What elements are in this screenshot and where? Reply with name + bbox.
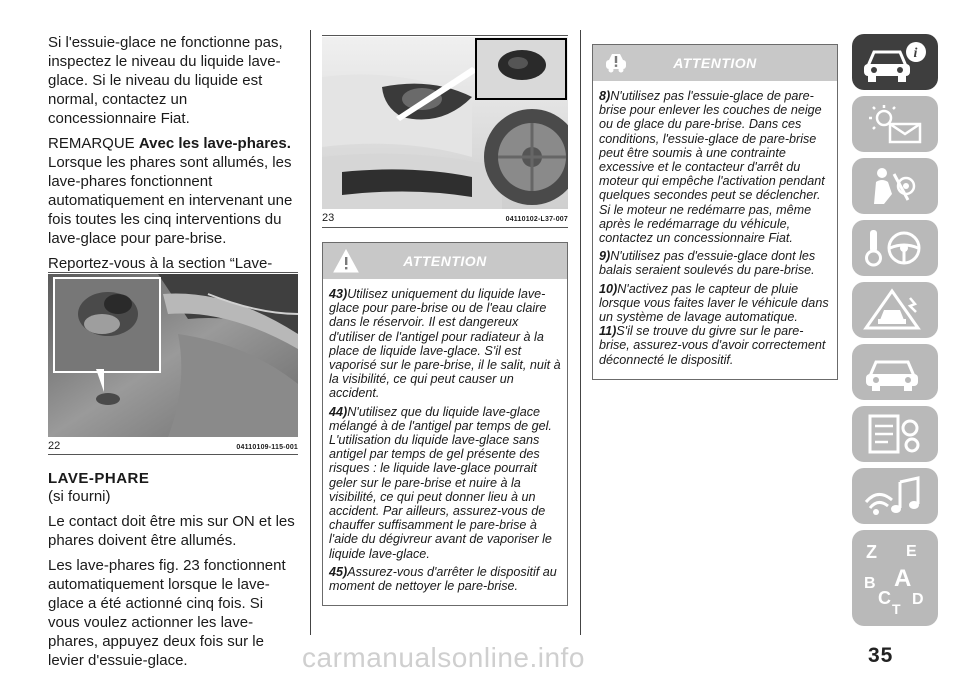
warning-box-1 bbox=[322, 242, 568, 606]
figure-23-code: 04110102-L37-007 bbox=[505, 216, 568, 223]
figure-23-caption bbox=[322, 212, 568, 224]
warning-box-2-header bbox=[593, 45, 837, 81]
sidebar-tab-maintenance[interactable] bbox=[852, 344, 938, 400]
figure-22-top-rule bbox=[48, 272, 298, 273]
warning-box-1-body bbox=[323, 279, 567, 605]
index-icon bbox=[860, 538, 930, 618]
index-letter: T bbox=[892, 601, 901, 617]
figure-23-top-rule bbox=[322, 35, 568, 36]
warning-box-1-header bbox=[323, 243, 567, 279]
warning-item bbox=[329, 565, 563, 593]
index-letter: B bbox=[864, 575, 876, 592]
figure-22-photo bbox=[48, 274, 298, 437]
sidebar-tab-emergency[interactable] bbox=[852, 282, 938, 338]
warning-item-text: S'il se trouve du givre sur le pare-brise, assurez-vous d'avoir correctement déconnecté le dispositif. bbox=[599, 324, 826, 367]
warning-item-text: Utilisez uniquement du liquide lave-glace pour pare-brise ou de l'eau claire dans le réservoir. Il est dangereux d'utiliser de l'antigel pour radiateur à la place de liquide lave-glace. S'il est vaporisé sur le pare-brise, il le salit, nuit à la visibilité, ce qui peut causer un accident. bbox=[329, 287, 561, 401]
sidebar-tab-multimedia[interactable] bbox=[852, 468, 938, 524]
figure-23-bottom-rule bbox=[322, 227, 568, 228]
column-divider-2 bbox=[580, 30, 581, 635]
specs-icon bbox=[860, 412, 930, 456]
remark-text: Lorsque les phares sont allumés, les lave-phares fonctionnent automatiquement en intervenant une fois toutes les cinq interventions du lave-glace pour pare-brise. bbox=[48, 154, 293, 247]
sidebar-tab-car-info[interactable] bbox=[852, 34, 938, 90]
paragraph-remark bbox=[48, 134, 298, 248]
sidebar-tab-dashboard-lights[interactable] bbox=[852, 96, 938, 152]
remark-prefix: REMARQUE bbox=[48, 135, 135, 152]
paragraph-refer: Reportez-vous à la section “Lave- bbox=[48, 255, 273, 272]
figure-23-photo bbox=[322, 37, 568, 209]
svg-text:i: i bbox=[913, 46, 918, 61]
warning-item-text: Assurez-vous d'arrêter le dispositif au moment de nettoyer le pare-brise. bbox=[329, 564, 557, 594]
multimedia-icon bbox=[860, 474, 930, 518]
warning-item-number: 43) bbox=[329, 287, 348, 301]
headlamp-washer-photo bbox=[48, 274, 298, 437]
sidebar-tab-start-drive[interactable] bbox=[852, 220, 938, 276]
warning-item-number: 10) bbox=[599, 281, 618, 296]
figure-23-number: 23 bbox=[322, 212, 335, 224]
warning-box-2-body bbox=[593, 81, 837, 379]
index-letter: D bbox=[912, 591, 924, 608]
car-info-icon bbox=[860, 40, 930, 84]
warning-item bbox=[599, 249, 833, 277]
dashboard-lights-icon bbox=[860, 102, 930, 146]
warning-box-2-title: ATTENTION bbox=[673, 55, 757, 71]
index-letter: C bbox=[878, 588, 891, 608]
section-headlamp-washer bbox=[48, 470, 298, 670]
paragraph-operation: Les lave-phares fig. 23 fonctionnent automatiquement lorsque le lave-glace a été actionné cinq fois. Si vous voulez actionner les lave-phares, appuyez deux fois sur le levier d'essuie-glace. bbox=[48, 557, 286, 669]
warning-box-1-title: ATTENTION bbox=[403, 253, 487, 269]
page-number: 35 bbox=[868, 644, 894, 667]
paragraph-ignition: Le contact doit être mis sur ON et les phares doivent être allumés. bbox=[48, 513, 295, 549]
sidebar-tab-index[interactable] bbox=[852, 530, 938, 626]
warning-item-text: N'utilisez pas d'essuie-glace dont les balais seraient soulevés du pare-brise. bbox=[599, 249, 816, 278]
warning-item bbox=[599, 324, 833, 367]
warning-item bbox=[329, 405, 563, 561]
warning-item-number: 8) bbox=[599, 89, 611, 103]
warning-item-number: 9) bbox=[599, 249, 611, 264]
index-letter: Z bbox=[866, 542, 877, 562]
paragraph-washer-check: Si l'essuie-glace ne fonctionne pas, inspectez le niveau du liquide lave-glace. Si le niveau du liquide est normal, contactez un concessionnaire Fiat. bbox=[48, 34, 283, 127]
figure-22-number: 22 bbox=[48, 440, 61, 452]
warning-item-number: 11) bbox=[599, 324, 617, 339]
section-subheading: (si fourni) bbox=[48, 488, 111, 505]
sidebar-tab-specs[interactable] bbox=[852, 406, 938, 462]
warning-box-2 bbox=[592, 44, 838, 380]
figure-22-code: 04110109-115-001 bbox=[236, 444, 298, 451]
column-1 bbox=[48, 33, 298, 292]
warning-item-text: N'utilisez que du liquide lave-glace mélangé à de l'antigel par temps de gel. L'utilisation du liquide lave-glace sans antigel par temps de gel présente des risques : le liquide lave-glace pourrait geler sur le pare-brise et nuire à la visibilité, ce qui peut donner lieu à un accident. Par ailleurs, assurez-vous de chauffer suffisamment le pare-brise à l'aide du dégivreur avant de vaporiser le liquide lave-glace. bbox=[329, 404, 552, 561]
warning-item bbox=[599, 89, 833, 245]
warning-triangle-icon bbox=[333, 249, 359, 273]
column-divider-1 bbox=[310, 30, 311, 635]
car-front-photo bbox=[322, 37, 568, 209]
section-heading: LAVE-PHARE bbox=[48, 470, 150, 487]
sidebar-tab-safety[interactable] bbox=[852, 158, 938, 214]
emergency-icon bbox=[860, 288, 930, 332]
index-letter: A bbox=[894, 565, 912, 592]
warning-item-number: 45) bbox=[329, 564, 348, 579]
warning-item-number: 44) bbox=[329, 404, 348, 419]
warning-item bbox=[329, 287, 563, 401]
key-steering-icon bbox=[860, 226, 930, 270]
safety-icon bbox=[860, 164, 930, 208]
warning-item-text: N'utilisez pas l'essuie-glace de pare-brise pour enlever les couches de neige ou de glace du pare-brise. Dans ces conditions, l'essuie-glace de pare-brise peut être soumis à une contrainte excessive et le contacteur d'arrêt du moteur qui empêche l'activation pendant quelques secondes peut se déclencher. Si le moteur ne redémarre pas, même après le redémarrage du véhicule, contactez un concessionnaire Fiat. bbox=[599, 89, 825, 246]
figure-22-caption bbox=[48, 440, 298, 452]
car-warning-icon bbox=[603, 51, 629, 75]
index-letter: E bbox=[906, 543, 917, 560]
watermark: carmanualsonline.info bbox=[302, 642, 585, 673]
warning-item-text: N'activez pas le capteur de pluie lorsque vous faites laver le véhicule dans un système de lavage automatique. bbox=[599, 281, 829, 325]
figure-22-bottom-rule bbox=[48, 454, 298, 455]
warning-item bbox=[599, 282, 833, 325]
maintenance-icon bbox=[860, 350, 930, 394]
remark-bold: Avec les lave-phares. bbox=[138, 135, 291, 152]
